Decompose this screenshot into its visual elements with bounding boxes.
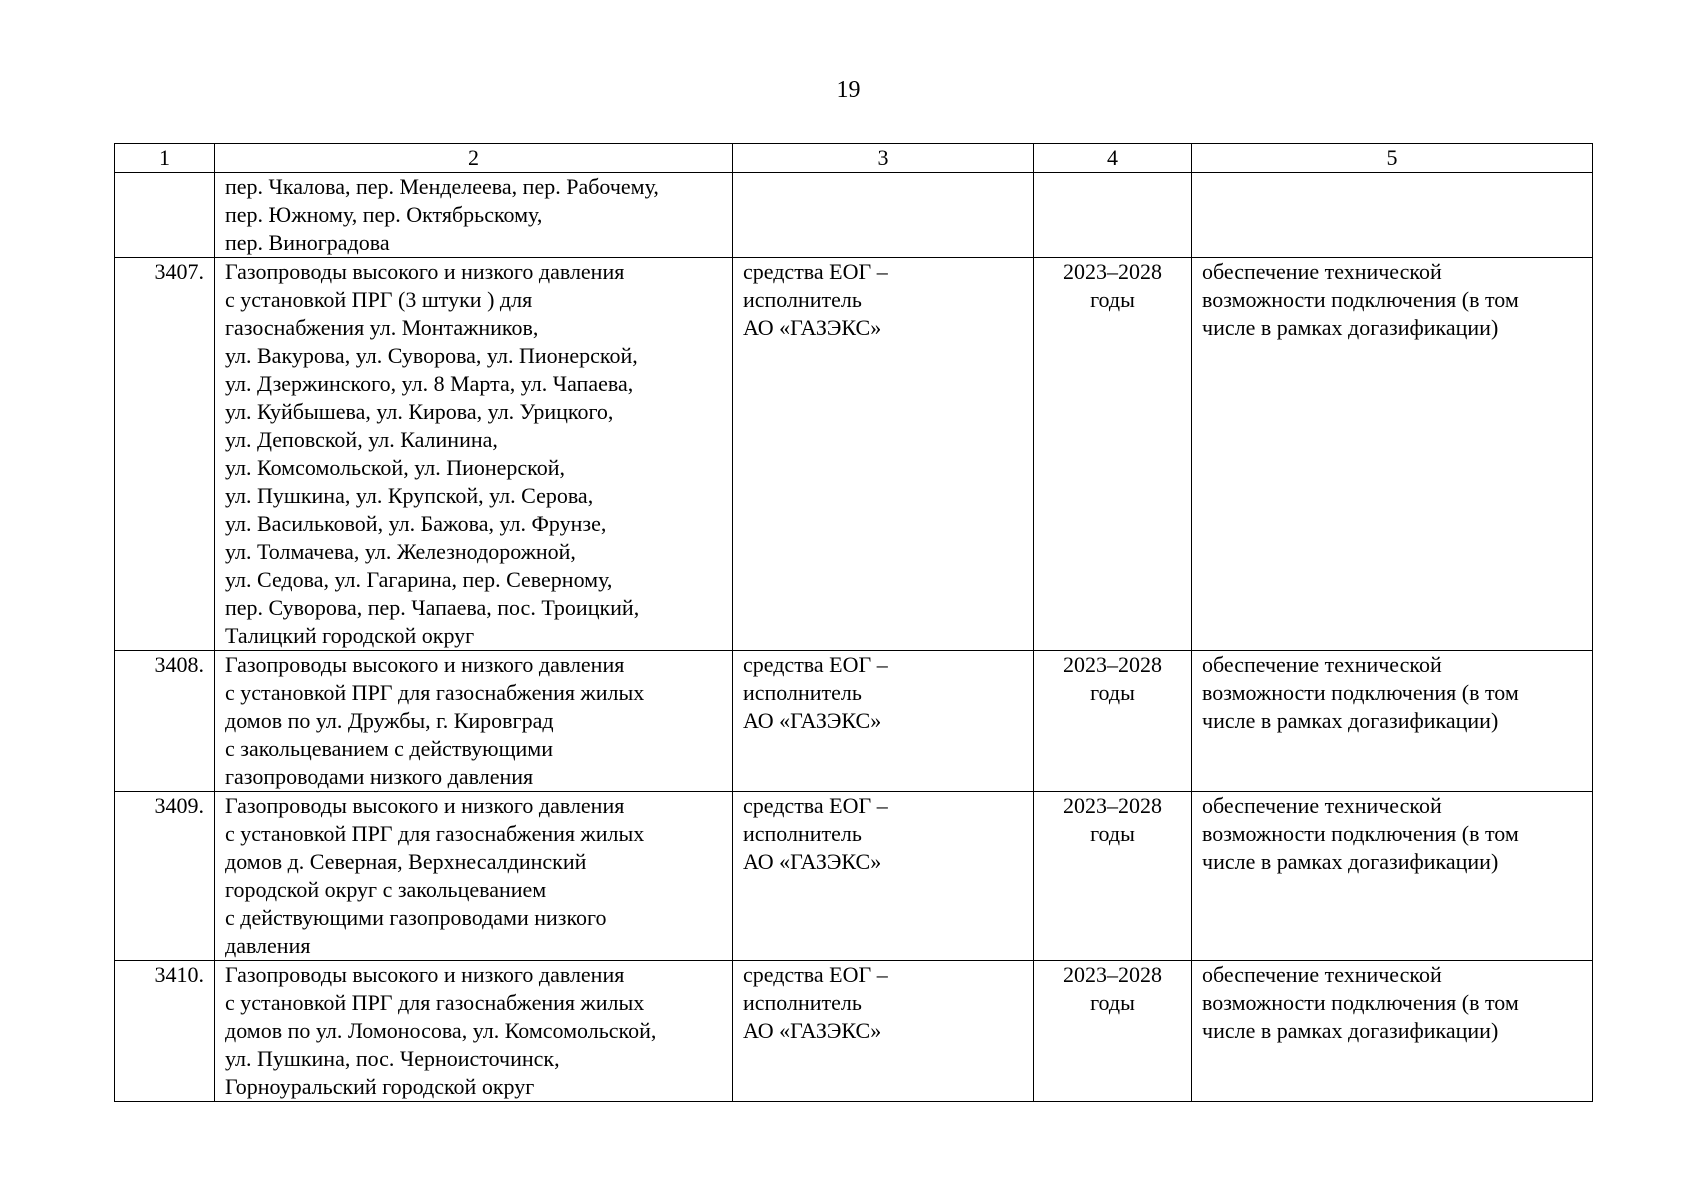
- object-cell: [215, 173, 733, 258]
- object-cell: [215, 258, 733, 651]
- cell-text-line: годы: [1090, 680, 1135, 705]
- purpose-cell: [1192, 173, 1593, 258]
- cell-text-line: исполнитель: [743, 821, 862, 846]
- cell-text-line: обеспечение технической: [1202, 259, 1442, 284]
- cell-text-line: пер. Виноградова: [225, 230, 390, 255]
- cell-text-line: домов по ул. Дружбы, г. Кировград: [225, 708, 554, 733]
- row-number-cell: [115, 173, 215, 258]
- cell-text-line: с установкой ПРГ для газоснабжения жилых: [225, 821, 645, 846]
- cell-text-line: АО «ГАЗЭКС»: [743, 708, 882, 733]
- cell-text-line: числе в рамках догазификации): [1202, 849, 1499, 874]
- cell-text-line: 2023–2028: [1063, 259, 1162, 284]
- years-cell: [1034, 173, 1192, 258]
- cell-text-line: пер. Южному, пер. Октябрьскому,: [225, 202, 543, 227]
- cell-text-line: числе в рамках догазификации): [1202, 708, 1499, 733]
- cell-text-line: 2023–2028: [1063, 962, 1162, 987]
- cell-text-line: ул. Дзержинского, ул. 8 Марта, ул. Чапаева,: [225, 371, 634, 396]
- cell-text-line: АО «ГАЗЭКС»: [743, 315, 882, 340]
- table-row: [115, 651, 1593, 792]
- cell-text-line: возможности подключения (в том: [1202, 990, 1519, 1015]
- cell-text-line: годы: [1090, 821, 1135, 846]
- cell-text-line: числе в рамках догазификации): [1202, 315, 1499, 340]
- column-header-1: 1: [115, 144, 215, 173]
- cell-text-line: исполнитель: [743, 990, 862, 1015]
- cell-text-line: числе в рамках догазификации): [1202, 1018, 1499, 1043]
- cell-text-line: с установкой ПРГ для газоснабжения жилых: [225, 680, 645, 705]
- cell-text-line: 2023–2028: [1063, 793, 1162, 818]
- cell-text-line: ул. Куйбышева, ул. Кирова, ул. Урицкого,: [225, 399, 614, 424]
- cell-text-line: средства ЕОГ –: [743, 652, 888, 677]
- funding-source-cell: [733, 792, 1034, 961]
- years-cell: [1034, 258, 1192, 651]
- cell-text-line: ул. Толмачева, ул. Железнодорожной,: [225, 539, 576, 564]
- cell-text-line: АО «ГАЗЭКС»: [743, 849, 882, 874]
- cell-text-line: ул. Пушкина, ул. Крупской, ул. Серова,: [225, 483, 594, 508]
- years-cell: [1034, 961, 1192, 1102]
- row-number-cell: 3408.: [115, 651, 215, 792]
- cell-text-line: Газопроводы высокого и низкого давления: [225, 962, 625, 987]
- cell-text-line: пер. Суворова, пер. Чапаева, пос. Троицкий,: [225, 595, 640, 620]
- cell-text-line: ул. Комсомольской, ул. Пионерской,: [225, 455, 566, 480]
- cell-text-line: ул. Деповской, ул. Калинина,: [225, 427, 498, 452]
- years-cell: [1034, 651, 1192, 792]
- cell-text-line: Горноуральский городской округ: [225, 1074, 535, 1099]
- object-cell: [215, 792, 733, 961]
- cell-text-line: средства ЕОГ –: [743, 793, 888, 818]
- object-cell: [215, 961, 733, 1102]
- header-row: [115, 144, 1593, 173]
- cell-text-line: ул. Седова, ул. Гагарина, пер. Северному,: [225, 567, 613, 592]
- funding-source-cell: [733, 961, 1034, 1102]
- cell-text-line: годы: [1090, 990, 1135, 1015]
- cell-text-line: городской округ с закольцеванием: [225, 877, 547, 902]
- table-row: [115, 792, 1593, 961]
- funding-source-cell: [733, 258, 1034, 651]
- cell-text-line: давления: [225, 933, 311, 958]
- cell-text-line: газопроводами низкого давления: [225, 764, 534, 789]
- column-header-2: 2: [215, 144, 733, 173]
- cell-text-line: исполнитель: [743, 287, 862, 312]
- cell-text-line: возможности подключения (в том: [1202, 680, 1519, 705]
- row-number-cell: 3409.: [115, 792, 215, 961]
- column-header-5: 5: [1192, 144, 1593, 173]
- cell-text-line: Талицкий городской округ: [225, 623, 475, 648]
- table-row: [115, 258, 1593, 651]
- cell-text-line: возможности подключения (в том: [1202, 821, 1519, 846]
- column-header-3: 3: [733, 144, 1034, 173]
- purpose-cell: [1192, 961, 1593, 1102]
- cell-text-line: с действующими газопроводами низкого: [225, 905, 607, 930]
- years-cell: [1034, 792, 1192, 961]
- cell-text-line: ул. Вакурова, ул. Суворова, ул. Пионерской,: [225, 343, 638, 368]
- cell-text-line: ул. Пушкина, пос. Черноисточинск,: [225, 1046, 560, 1071]
- object-cell: [215, 651, 733, 792]
- cell-text-line: ул. Васильковой, ул. Бажова, ул. Фрунзе,: [225, 511, 607, 536]
- cell-text-line: пер. Чкалова, пер. Менделеева, пер. Рабочему,: [225, 174, 659, 199]
- table-body: [115, 173, 1593, 1102]
- funding-source-cell: [733, 173, 1034, 258]
- row-number-cell: 3407.: [115, 258, 215, 651]
- cell-text-line: обеспечение технической: [1202, 793, 1442, 818]
- cell-text-line: с установкой ПРГ для газоснабжения жилых: [225, 990, 645, 1015]
- cell-text-line: средства ЕОГ –: [743, 962, 888, 987]
- cell-text-line: исполнитель: [743, 680, 862, 705]
- cell-text-line: Газопроводы высокого и низкого давления: [225, 793, 625, 818]
- cell-text-line: годы: [1090, 287, 1135, 312]
- cell-text-line: обеспечение технической: [1202, 962, 1442, 987]
- cell-text-line: обеспечение технической: [1202, 652, 1442, 677]
- column-header-4: 4: [1034, 144, 1192, 173]
- cell-text-line: с закольцеванием с действующими: [225, 736, 554, 761]
- cell-text-line: Газопроводы высокого и низкого давления: [225, 652, 625, 677]
- cell-text-line: домов по ул. Ломоносова, ул. Комсомольской,: [225, 1018, 657, 1043]
- cell-text-line: 2023–2028: [1063, 652, 1162, 677]
- data-table: [114, 143, 1593, 1102]
- purpose-cell: [1192, 792, 1593, 961]
- cell-text-line: АО «ГАЗЭКС»: [743, 1018, 882, 1043]
- cell-text-line: с установкой ПРГ (3 штуки ) для: [225, 287, 533, 312]
- purpose-cell: [1192, 651, 1593, 792]
- funding-source-cell: [733, 651, 1034, 792]
- table-row: [115, 961, 1593, 1102]
- cell-text-line: газоснабжения ул. Монтажников,: [225, 315, 539, 340]
- cell-text-line: средства ЕОГ –: [743, 259, 888, 284]
- purpose-cell: [1192, 258, 1593, 651]
- page-number: 19: [836, 77, 861, 103]
- table-row-continuation: [115, 173, 1593, 258]
- cell-text-line: возможности подключения (в том: [1202, 287, 1519, 312]
- row-number-cell: 3410.: [115, 961, 215, 1102]
- cell-text-line: домов д. Северная, Верхнесалдинский: [225, 849, 587, 874]
- cell-text-line: Газопроводы высокого и низкого давления: [225, 259, 625, 284]
